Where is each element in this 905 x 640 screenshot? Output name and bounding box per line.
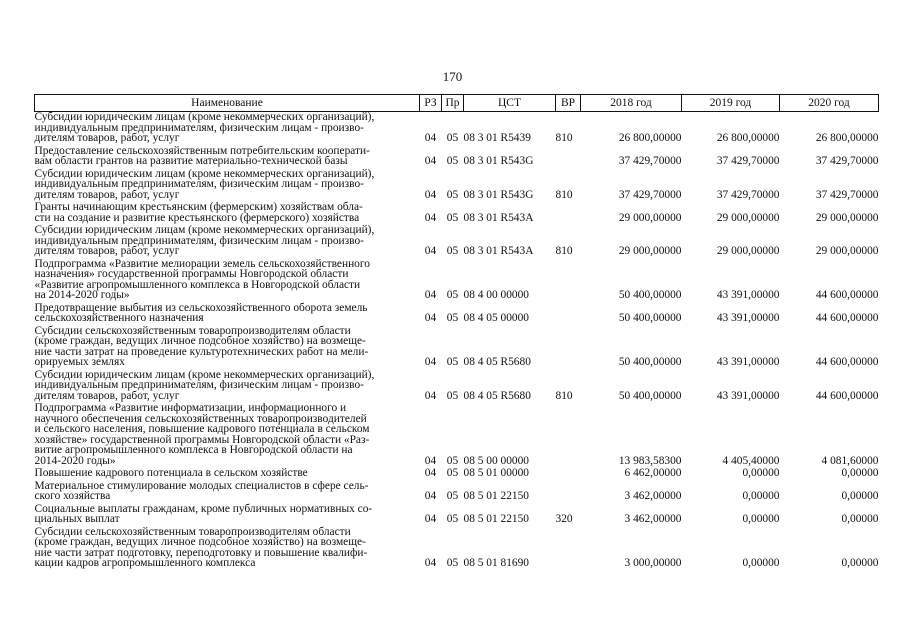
row-name-line: Предоставление сельскохозяйственным потребительским кооперати-: [34, 144, 370, 157]
table-row: [35, 200, 879, 223]
row-value-2019: 43 391,00000: [716, 289, 780, 301]
row-vr: 810: [555, 132, 573, 144]
row-name-line: хозяйстве» государственной программы Новгородской области «Раз-: [34, 433, 370, 446]
row-name-line: индивидуальным предпринимателям, физическим лицам - произво-: [34, 178, 364, 190]
row-value-2020: 0,00000: [841, 513, 879, 525]
row-pr: 05: [446, 454, 459, 467]
row-rz: 04: [424, 467, 437, 479]
row-name-line: 2014-2020 годы»: [34, 454, 116, 467]
row-vr: [556, 525, 581, 569]
row-value-2019: 26 800,00000: [716, 132, 780, 144]
row-name-line: индивидуальным предпринимателям, физическим лицам - произво-: [34, 234, 364, 247]
row-value-2018: 3 462,00000: [624, 490, 682, 502]
row-name-line: Субсидии юридическим лицам (кроме некоммерческих организаций),: [34, 368, 375, 381]
row-value-2019: 0,00000: [742, 467, 780, 479]
row-value-2020: 37 429,70000: [815, 155, 879, 167]
row-name: [35, 167, 420, 201]
row-value-2018: 29 000,00000: [618, 211, 682, 224]
row-cst: 08 4 05 00000: [463, 312, 529, 324]
row-vr: 810: [555, 245, 573, 257]
row-vr: [556, 401, 581, 466]
row-name-line: Предотвращение выбытия из сельскохозяйственного оборота земель: [34, 301, 368, 314]
row-pr: 05: [446, 557, 459, 569]
row-value-2020: 44 600,00000: [815, 389, 879, 402]
row-value-2020: 4 081,60000: [821, 454, 879, 467]
row-value-2018: 37 429,70000: [618, 188, 682, 201]
row-name-line: сельскохозяйственного назначения: [34, 312, 204, 324]
header-pr: Пр: [442, 95, 464, 112]
row-name-line: Субсидии юридическим лицам (кроме некоммерческих организаций),: [34, 224, 375, 236]
table-row: [35, 112, 879, 144]
row-vr: [556, 479, 581, 502]
row-value-2019: 0,00000: [742, 490, 780, 502]
row-rz: 04: [424, 211, 437, 224]
row-value-2020: 26 800,00000: [815, 132, 879, 144]
row-name-line: научного обеспечения сельскохозяйственных товаропроизводителей: [34, 412, 367, 425]
row-value-2019: 0,00000: [742, 513, 780, 525]
row-name: [35, 112, 420, 144]
row-value-2020: 44 600,00000: [815, 312, 879, 324]
header-cst: ЦСТ: [464, 95, 556, 112]
row-cst: 08 4 05 R5680: [463, 356, 531, 368]
row-rz: 04: [424, 289, 437, 301]
row-value-2020: 0,00000: [841, 490, 879, 502]
row-cst: 08 4 00 00000: [463, 289, 529, 301]
row-name: [35, 257, 420, 301]
table-row: [35, 144, 879, 167]
row-rz: 04: [424, 155, 437, 167]
row-name-line: дителям товаров, работ, услуг: [34, 389, 180, 402]
table-row: [35, 525, 879, 569]
row-pr: 05: [446, 289, 459, 301]
row-name: [35, 144, 420, 167]
row-pr: 05: [446, 467, 459, 479]
row-cst: 08 5 00 00000: [463, 454, 529, 467]
header-2018: 2018 год: [581, 95, 682, 112]
row-rz: 04: [424, 454, 437, 467]
row-name-line: индивидуальным предпринимателям, физическим лицам - произво-: [34, 121, 364, 134]
row-value-2018: 50 400,00000: [618, 356, 682, 368]
row-name-line: ние части затрат на проведение культуротехнических работ на мели-: [34, 345, 369, 358]
row-rz: 04: [424, 389, 437, 402]
header-rz: РЗ: [420, 95, 442, 112]
row-name-line: на 2014-2020 годы»: [34, 289, 130, 301]
row-name: [35, 223, 420, 257]
row-name-line: дителям товаров, работ, услуг: [34, 188, 180, 201]
row-value-2018: 13 983,58300: [618, 454, 682, 467]
row-rz: 04: [424, 513, 437, 525]
row-rz: 04: [424, 132, 437, 144]
row-cst: 08 5 01 22150: [463, 513, 529, 525]
row-name-line: Субсидии юридическим лицам (кроме некоммерческих организаций),: [34, 167, 375, 180]
row-value-2018: 50 400,00000: [618, 312, 682, 324]
row-cst: 08 5 01 22150: [463, 490, 529, 502]
row-vr: [556, 324, 581, 368]
row-name: [35, 401, 420, 466]
row-vr: 320: [555, 513, 573, 525]
row-name-line: Субсидии сельскохозяйственным товаропроизводителям области: [34, 525, 351, 538]
row-name: [35, 502, 420, 525]
row-value-2019: 43 391,00000: [716, 356, 780, 368]
row-cst: 08 3 01 R543G: [463, 188, 534, 201]
row-vr: 810: [555, 188, 573, 201]
row-value-2018: 50 400,00000: [618, 289, 682, 301]
row-value-2018: 3 462,00000: [624, 513, 682, 525]
row-value-2020: 44 600,00000: [815, 289, 879, 301]
row-value-2018: 3 000,00000: [624, 557, 682, 569]
row-name: [35, 301, 420, 324]
row-rz: 04: [424, 188, 437, 201]
row-name-line: циальных выплат: [34, 513, 120, 525]
row-pr: 05: [446, 513, 459, 525]
row-pr: 05: [446, 155, 459, 167]
row-cst: 08 3 01 R543G: [463, 155, 534, 167]
row-value-2020: 29 000,00000: [815, 211, 879, 224]
row-value-2019: 29 000,00000: [716, 211, 780, 224]
row-name: [35, 466, 420, 479]
row-value-2019: 43 391,00000: [716, 389, 780, 402]
row-cst: 08 4 05 R5680: [463, 389, 531, 402]
row-value-2018: 29 000,00000: [618, 245, 682, 257]
row-value-2018: 37 429,70000: [618, 155, 682, 167]
row-value-2018: 50 400,00000: [618, 389, 682, 402]
row-name-line: и сельского населения, повышение кадрового потенциала в сельском: [34, 423, 370, 435]
row-value-2019: 4 405,40000: [722, 454, 780, 467]
row-value-2020: 37 429,70000: [815, 188, 879, 201]
table-row: [35, 479, 879, 502]
row-name-line: индивидуальным предпринимателям, физическим лицам - произво-: [34, 379, 364, 391]
row-value-2018: 6 462,00000: [624, 467, 682, 479]
row-rz: 04: [424, 557, 437, 569]
row-pr: 05: [446, 188, 459, 201]
row-cst: 08 5 01 00000: [463, 467, 529, 479]
row-name-line: назначения» государственной программы Новгородской области: [34, 268, 349, 280]
row-rz: 04: [424, 245, 437, 257]
table-row: [35, 401, 879, 466]
row-name-line: Социальные выплаты гражданам, кроме публичных нормативных со-: [34, 502, 373, 515]
row-pr: 05: [446, 211, 459, 224]
row-value-2020: 0,00000: [841, 467, 879, 479]
row-pr: 05: [446, 389, 459, 402]
row-value-2018: 26 800,00000: [618, 132, 682, 144]
row-pr: 05: [446, 312, 459, 324]
row-value-2019: 29 000,00000: [716, 245, 780, 257]
table-row: [35, 301, 879, 324]
row-name-line: Субсидии юридическим лицам (кроме некоммерческих организаций),: [34, 111, 375, 123]
row-name-line: сти на создание и развитие крестьянского (фермерского) хозяйства: [34, 211, 360, 224]
row-name-line: ского хозяйства: [34, 490, 111, 502]
row-vr: 810: [555, 389, 573, 402]
row-name-line: (кроме граждан, ведущих личное подсобное хозяйство) на возмеще-: [34, 335, 366, 347]
row-value-2019: 37 429,70000: [716, 155, 780, 167]
row-name-line: Повышение кадрового потенциала в сельском хозяйстве: [34, 467, 308, 479]
row-value-2020: 29 000,00000: [815, 245, 879, 257]
row-name-line: вам области грантов на развитие материально-технической базы: [34, 155, 348, 167]
row-name-line: кации кадров агропромышленного комплекса: [34, 557, 256, 569]
header-name: Наименование: [35, 95, 420, 112]
table-row: [35, 257, 879, 301]
row-vr: [556, 466, 581, 479]
row-name-line: Подпрограмма «Развитие информатизации, информационного и: [34, 402, 347, 414]
row-cst: 08 3 01 R543A: [463, 211, 534, 224]
table-row: [35, 324, 879, 368]
table-row: [35, 466, 879, 479]
row-value-2020: 44 600,00000: [815, 356, 879, 368]
row-name-line: дителям товаров, работ, услуг: [34, 132, 180, 144]
table-row: [35, 502, 879, 525]
row-name: [35, 479, 420, 502]
row-name-line: Субсидии сельскохозяйственным товаропроизводителям области: [34, 324, 351, 337]
table-body: [35, 112, 879, 569]
row-name: [35, 324, 420, 368]
row-name: [35, 525, 420, 569]
row-name-line: орируемых землях: [34, 356, 125, 368]
row-name-line: дителям товаров, работ, услуг: [34, 245, 180, 257]
row-cst: 08 3 01 R543A: [463, 245, 534, 257]
row-value-2020: 0,00000: [841, 557, 879, 569]
row-name-line: «Развитие агропромышленного комплекса в Новгородской области: [34, 278, 361, 291]
row-cst: 08 3 01 R5439: [463, 132, 531, 144]
row-name-line: Материальное стимулирование молодых специалистов в сфере сель-: [34, 479, 369, 492]
row-vr: [556, 144, 581, 167]
row-vr: [556, 257, 581, 301]
header-2019: 2019 год: [682, 95, 780, 112]
row-rz: 04: [424, 490, 437, 502]
budget-table: [34, 94, 879, 569]
row-vr: [556, 301, 581, 324]
row-name-line: Подпрограмма «Развитие мелиорации земель сельскохозяйственного: [34, 257, 370, 270]
row-pr: 05: [446, 132, 459, 144]
row-name-line: витие агропромышленного комплекса в Новгородской области на: [34, 444, 353, 456]
table-row: [35, 223, 879, 257]
row-rz: 04: [424, 312, 437, 324]
row-name: [35, 200, 420, 223]
row-value-2019: 37 429,70000: [716, 188, 780, 201]
row-vr: [556, 200, 581, 223]
row-name-line: (кроме граждан, ведущих личное подсобное хозяйство) на возмеще-: [34, 536, 366, 548]
row-rz: 04: [424, 356, 437, 368]
header-2020: 2020 год: [780, 95, 879, 112]
row-name-line: ние части затрат подготовку, переподготовку и повышение квалифи-: [34, 546, 368, 559]
row-name-line: Гранты начинающим крестьянским (фермерским) хозяйствам обла-: [34, 201, 363, 213]
table-row: [35, 167, 879, 201]
row-pr: 05: [446, 245, 459, 257]
row-name: [35, 368, 420, 402]
page-number: 170: [442, 69, 463, 84]
row-value-2019: 0,00000: [742, 557, 780, 569]
row-pr: 05: [446, 356, 459, 368]
table-row: [35, 368, 879, 402]
header-vr: ВР: [556, 95, 581, 112]
row-pr: 05: [446, 490, 459, 502]
table-header-row: [35, 95, 879, 112]
row-value-2019: 43 391,00000: [716, 312, 780, 324]
row-cst: 08 5 01 81690: [463, 557, 529, 569]
